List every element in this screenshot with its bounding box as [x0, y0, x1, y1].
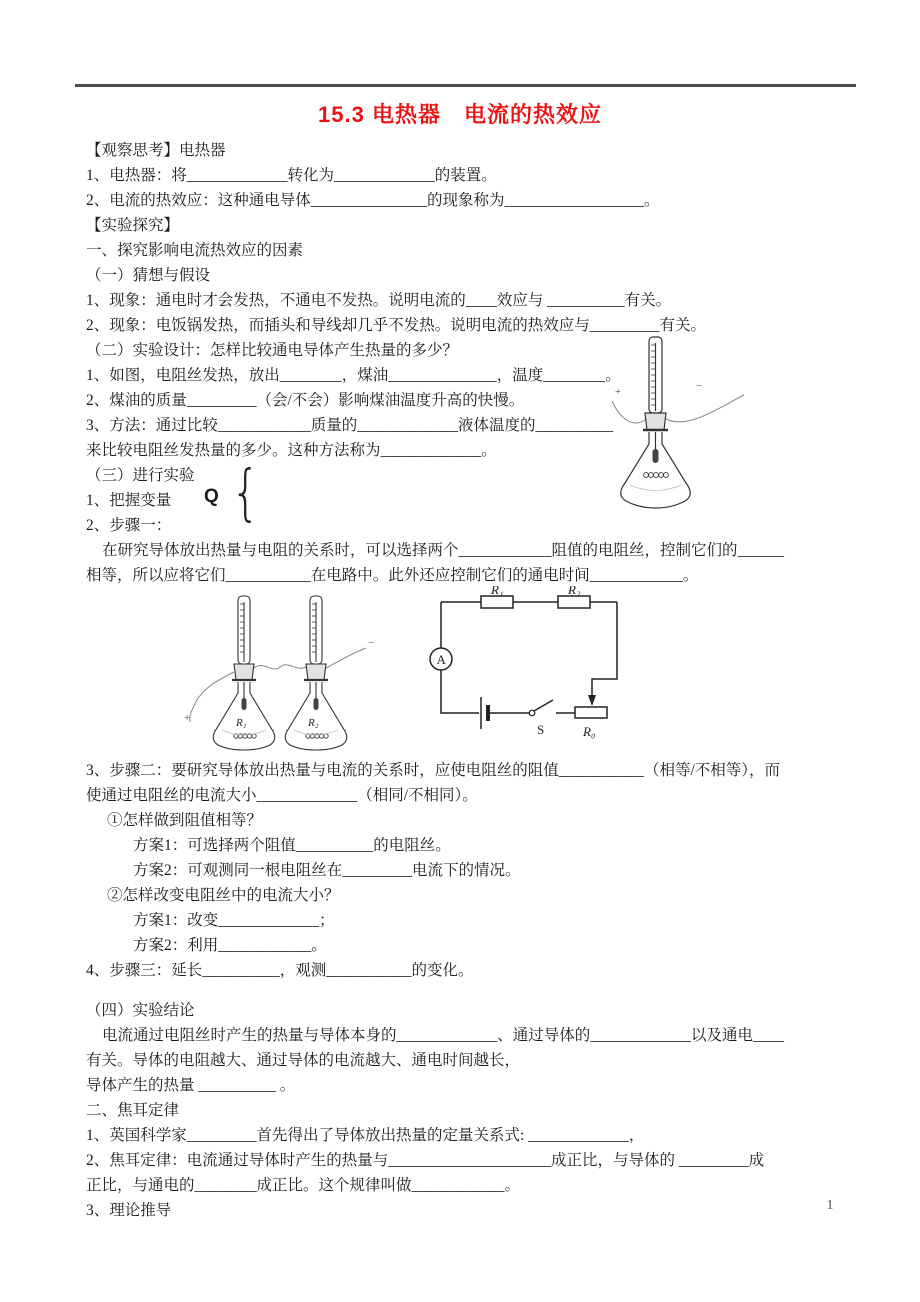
plan-2a-line: 方案1：改变_____________； [133, 912, 335, 929]
design-3-line: 3、方法：通过比较____________质量的_____________液体温度的__________ [86, 417, 614, 434]
plus-terminal-label: + [184, 712, 191, 724]
two-flasks-figure [180, 590, 380, 763]
heater-definition-line: 1、电热器：将_____________转化为_____________的装置。 [86, 167, 497, 184]
conclusion-3-line: 导体产生的热量 __________ 。 [86, 1077, 296, 1094]
plus-terminal-label: + [615, 386, 622, 398]
two-flasks-illustration [180, 590, 380, 758]
step-2-line: 3、步骤二：要研究导体放出热量与电流的关系时，应使电阻丝的阻值___________（相等/不相等），而 [86, 762, 781, 779]
figures-row [86, 588, 858, 758]
variable-line: 1、把握变量 [86, 492, 172, 509]
derivation-line: 3、理论推导 [86, 1202, 172, 1219]
phenomenon-1-line: 1、现象：通电时才会发热，不通电不发热。说明电流的____效应与 __________有关。 [86, 292, 672, 309]
step-1-header: 2、步骤一： [86, 517, 172, 534]
section-1-header: 一、探究影响电流热效应的因素 [86, 242, 304, 259]
design-header: （二）实验设计：怎样比较通电导体产生热量的多少？ [86, 342, 459, 359]
ammeter-label: A [436, 652, 446, 667]
conclusion-2-line: 有关。导体的电阻越大、通过导体的电流越大、通电时间越长， [86, 1052, 521, 1069]
flask-1-resistor-label: R₁ [236, 717, 247, 729]
document-body [86, 138, 858, 1223]
conclusion-1-line: 电流通过电阻丝时产生的热量与导体本身的_____________、通过导体的_____________以及通电____ [102, 1027, 785, 1044]
curly-brace: { [231, 457, 261, 528]
guess-header: （一）猜想与假设 [86, 267, 211, 284]
circuit-diagram [425, 586, 660, 746]
flask-thermometer-figure [608, 333, 748, 523]
plan-1a-line: 方案1：可选择两个阻值__________的电阻丝。 [133, 837, 451, 854]
resistor-2-label: R₂ [568, 586, 581, 597]
observe-header: 【观察思考】电热器 [86, 142, 226, 159]
step-3-line: 4、步骤三：延长__________，观测___________的变化。 [86, 962, 474, 979]
question-2-line: ②怎样改变电阻丝中的电流大小？ [107, 887, 340, 904]
page-title: 15.3 电热器 电流的热效应 [318, 102, 602, 127]
step-1-text-line: 在研究导体放出热量与电阻的关系时，可以选择两个____________阻值的电阻丝，控制它们的______ [102, 542, 785, 559]
conclusion-header: （四）实验结论 [86, 1002, 195, 1019]
phenomenon-2-line: 2、现象：电饭锅发热，而插头和导线却几乎不发热。说明电流的热效应与_________有关。 [86, 317, 707, 334]
rheostat-label: R₀ [583, 724, 596, 739]
conduct-header: （三）进行实验 [86, 467, 195, 484]
flask-2-resistor-label: R₂ [308, 717, 319, 729]
plan-1b-line: 方案2：可观测同一根电阻丝在_________电流下的情况。 [133, 862, 521, 879]
header-rule [75, 84, 856, 87]
circuit-figure [425, 586, 660, 751]
design-1-line: 1、如图，电阻丝发热，放出________，煤油______________，温度________。 [86, 367, 621, 384]
lines-after-figures [86, 758, 858, 1223]
step-1-cont-line: 相等，所以应将它们___________在电路中。此外还应控制它们的通电时间____________。 [86, 567, 699, 584]
design-2-line: 2、煤油的质量_________（会/不会）影响煤油温度升高的快慢。 [86, 392, 525, 409]
joule-2-cont-line: 正比，与通电的________成正比。这个规律叫做____________。 [86, 1177, 521, 1194]
design-3-cont-line: 来比较电阻丝发热量的多少。这种方法称为_____________。 [86, 442, 497, 459]
page-number: 1 [826, 1198, 834, 1213]
minus-terminal-label: − [368, 637, 375, 649]
thermal-effect-line: 2、电流的热效应：这种通电导体_______________的现象称为__________________。 [86, 192, 660, 209]
plan-2b-line: 方案2：利用____________。 [133, 937, 327, 954]
step-2-cont-line: 使通过电阻丝的电流大小_____________（相同/不相同）。 [86, 787, 478, 804]
question-1-line: ①怎样做到阻值相等？ [107, 812, 263, 829]
joule-2-line: 2、焦耳定律：电流通过导体时产生的热量与_____________________成正比，与导体的 _________成 [86, 1152, 765, 1169]
experiment-header: 【实验探究】 [86, 217, 180, 234]
switch-label: S [537, 722, 545, 737]
joule-1-line: 1、英国科学家_________首先得出了导体放出热量的定量关系式: _____________， [86, 1127, 645, 1144]
section-2-header: 二、焦耳定律 [86, 1102, 180, 1119]
flask-thermometer-illustration [608, 333, 748, 518]
quantity-q-symbol: Q [204, 486, 219, 507]
resistor-1-label: R₁ [491, 586, 504, 597]
minus-terminal-label: − [696, 380, 703, 392]
